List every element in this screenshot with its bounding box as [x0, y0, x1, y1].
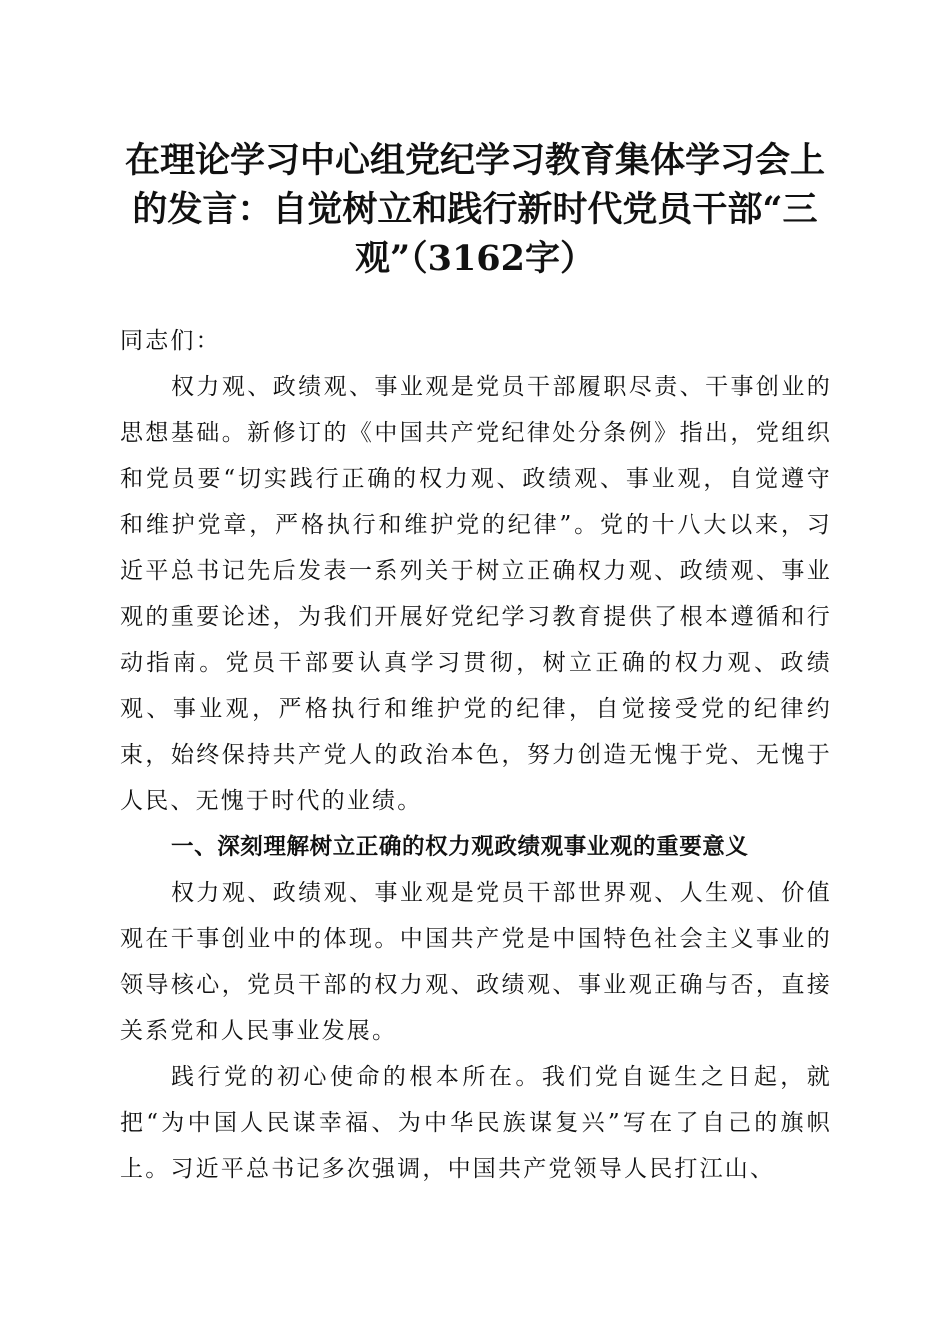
salutation: 同志们： — [120, 328, 221, 354]
section-heading-1: 一、深刻理解树立正确的权力观政绩观事业观的重要意义 — [171, 834, 749, 860]
document-title: 在理论学习中心组党纪学习教育集体学习会上的发言：自觉树立和践行新时代党员干部“三观”（3162字） — [124, 140, 825, 279]
section-1-paragraph-1: 权力观、政绩观、事业观是党员干部世界观、人生观、价值观在干事创业中的体现。中国共产党是中国特色社会主义事业的领导核心，党员干部的权力观、政绩观、事业观正确与否，直接关系党和人民事业发展。 — [120, 880, 832, 1044]
section-1-paragraph-2: 践行党的初心使命的根本所在。我们党自诞生之日起，就把“为中国人民谋幸福、为中华民族谋复兴”写在了自己的旗帜上。习近平总书记多次强调，中国共产党领导人民打江山、 — [120, 1064, 832, 1182]
intro-paragraph: 权力观、政绩观、事业观是党员干部履职尽责、干事创业的思想基础。新修订的《中国共产党纪律处分条例》指出，党组织和党员要“切实践行正确的权力观、政绩观、事业观，自觉遵守和维护党章，严格执行和维护党的纪律”。党的十八大以来，习近平总书记先后发表一系列关于树立正确权力观、政绩观、事业观的重要论述，为我们开展好党纪学习教育提供了根本遵循和行动指南。党员干部要认真学习贯彻，树立正确的权力观、政绩观、事业观，严格执行和维护党的纪律，自觉接受党的纪律约束，始终保持共产党人的政治本色，努力创造无愧于党、无愧于人民、无愧于时代的业绩。 — [120, 374, 832, 814]
document-body — [120, 318, 832, 1192]
